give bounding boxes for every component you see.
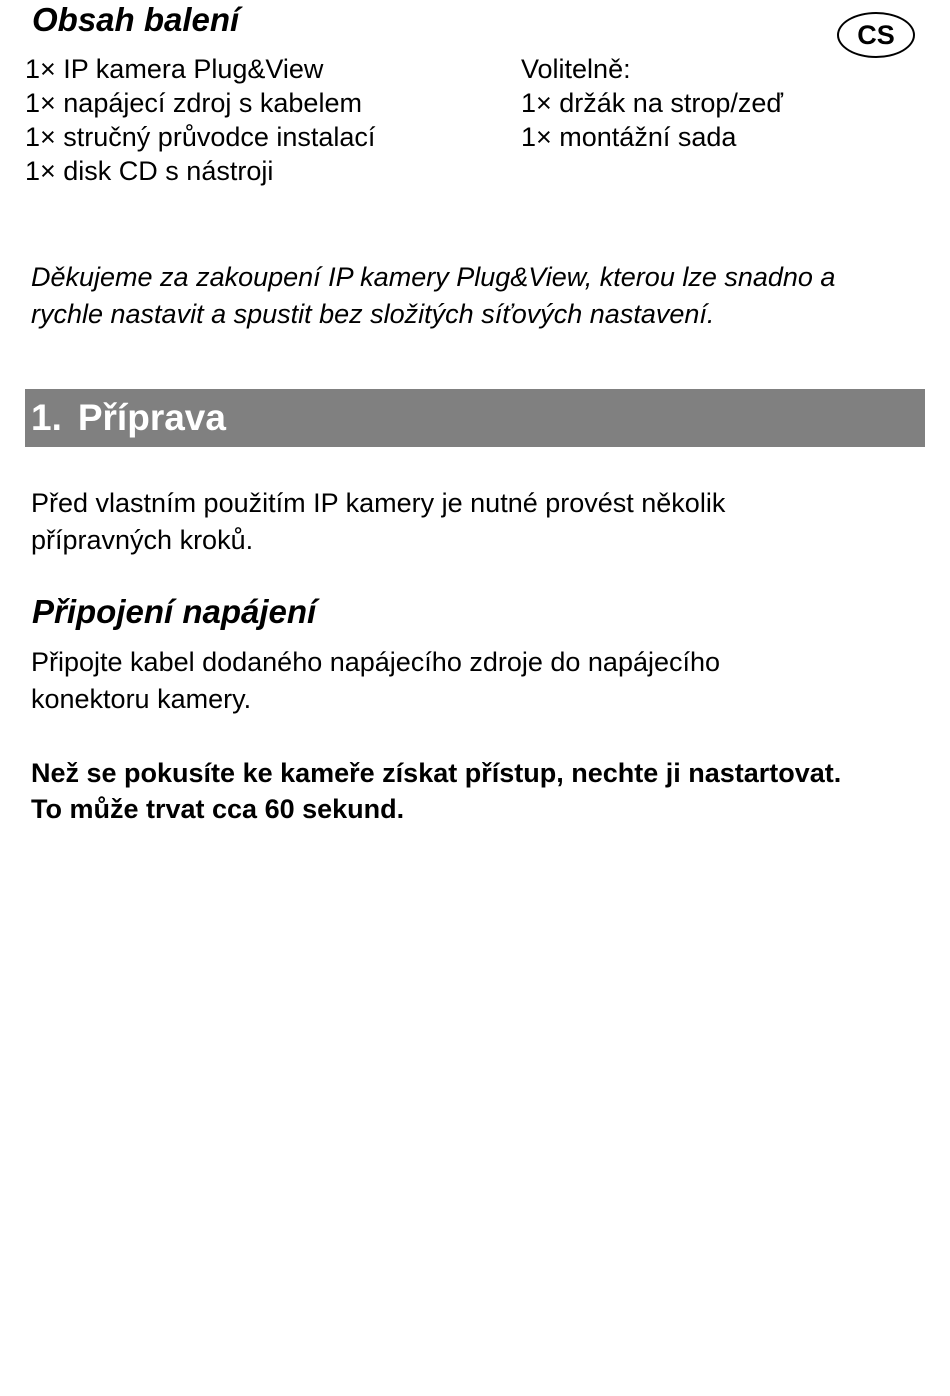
text-line: To může trvat cca 60 sekund. bbox=[31, 794, 405, 824]
list-item: 1× napájecí zdroj s kabelem bbox=[25, 88, 362, 118]
power-connection-title: Připojení napájení bbox=[32, 593, 317, 630]
optional-heading: Volitelně: bbox=[521, 54, 631, 84]
text-line: konektoru kamery. bbox=[31, 684, 252, 714]
text-line: přípravných kroků. bbox=[31, 525, 254, 555]
text-line: Než se pokusíte ke kameře získat přístup, nechte ji nastartovat. bbox=[31, 758, 842, 788]
text-line: Před vlastním použitím IP kamery je nutné provést několik bbox=[31, 488, 726, 518]
list-item: 1× IP kamera Plug&View bbox=[25, 54, 324, 84]
text-line: rychle nastavit a spustit bez složitých síťových nastavení. bbox=[31, 299, 715, 329]
language-badge: CS bbox=[837, 12, 915, 58]
section-header-preparation bbox=[25, 389, 925, 447]
list-item: 1× držák na strop/zeď bbox=[521, 88, 783, 118]
power-paragraph bbox=[31, 644, 720, 718]
optional-items-list bbox=[521, 52, 783, 154]
intro-paragraph bbox=[31, 259, 835, 333]
package-contents-title: Obsah balení bbox=[32, 1, 240, 38]
text-line: Připojte kabel dodaného napájecího zdroje do napájecího bbox=[31, 647, 721, 677]
package-items-list bbox=[25, 52, 375, 188]
list-item: 1× stručný průvodce instalací bbox=[25, 122, 376, 152]
list-item: 1× montážní sada bbox=[521, 122, 737, 152]
section-number: 1. bbox=[31, 397, 62, 438]
section-title: Příprava bbox=[77, 397, 226, 438]
startup-warning bbox=[31, 755, 841, 827]
preparation-paragraph bbox=[31, 485, 725, 559]
text-line: Děkujeme za zakoupení IP kamery Plug&View, kterou lze snadno a bbox=[31, 262, 836, 292]
list-item: 1× disk CD s nástroji bbox=[25, 156, 274, 186]
